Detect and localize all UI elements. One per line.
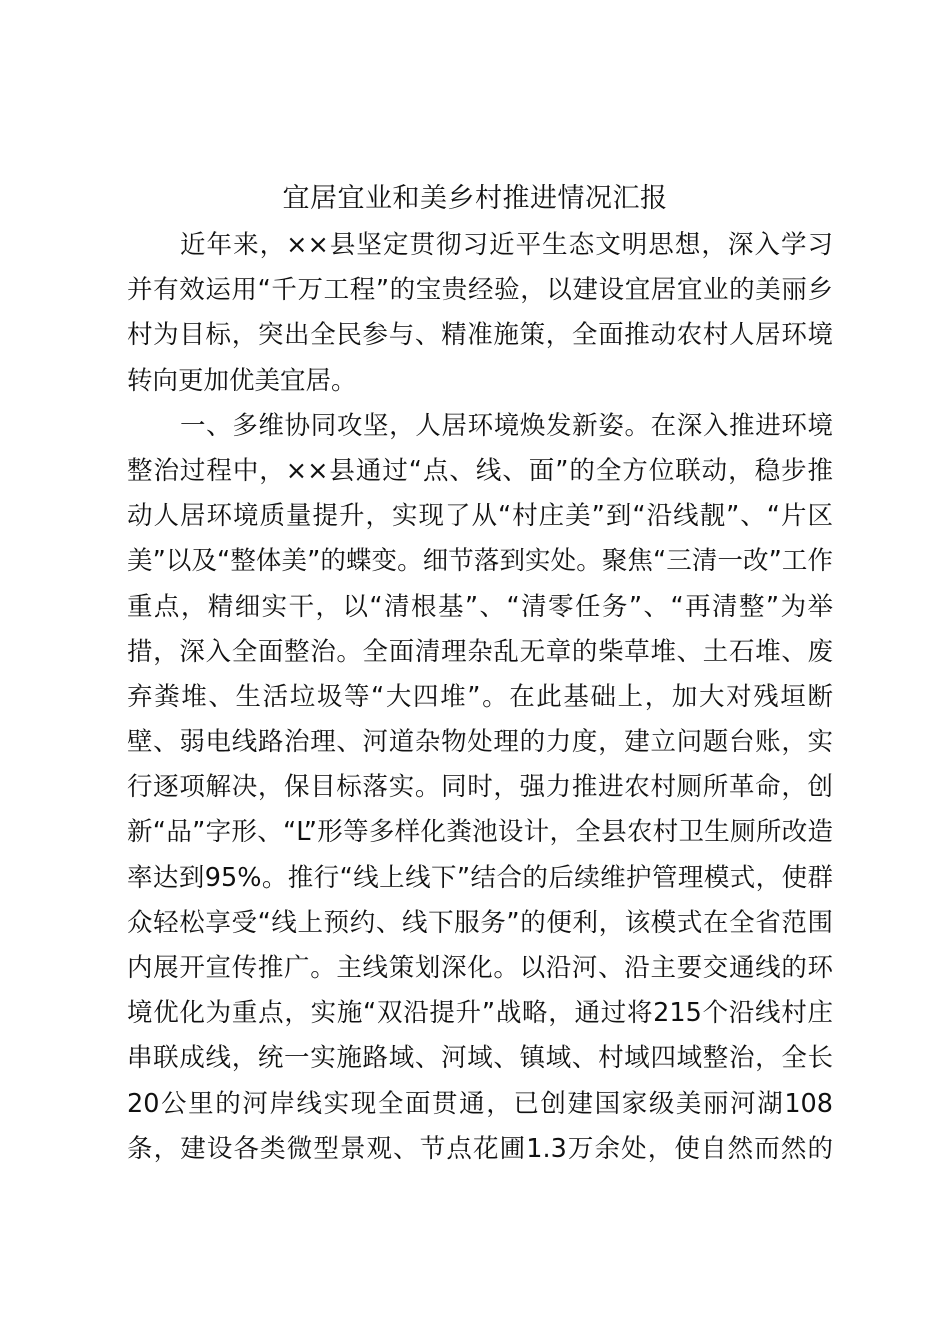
text-line: 行逐项解决，保目标落实。同时，强力推进农村厕所革命，创	[127, 772, 833, 803]
text-line: 众轻松享受“线上预约、线下服务”的便利，该模式在全省范围	[127, 907, 833, 938]
text-line: 措，深入全面整治。全面清理杂乱无章的柴草堆、土石堆、废	[127, 636, 833, 667]
text-line: 动人居环境质量提升，实现了从“村庄美”到“沿线靓”、“片区	[127, 501, 833, 532]
text-line: 重点，精细实干，以“清根基”、“清零任务”、“再清整”为举	[127, 591, 833, 622]
text-line: 率达到95%。推行“线上线下”结合的后续维护管理模式，使群	[127, 862, 833, 893]
text-line: 内展开宣传推广。主线策划深化。以沿河、沿主要交通线的环	[127, 953, 833, 983]
text-line: 近年来，××县坚定贯彻习近平生态文明思想，深入学习	[180, 230, 833, 260]
text-line: 串联成线，统一实施路域、河域、镇域、村域四域整治，全长	[127, 1043, 833, 1074]
text-line: 新“品”字形、“L”形等多样化粪池设计，全县农村卫生厕所改造	[127, 817, 833, 848]
text-line: 境优化为重点，实施“双沿提升”战略，通过将215个沿线村庄	[127, 998, 833, 1029]
text-line: 转向更加优美宜居。	[127, 365, 357, 396]
text-line: 条，建设各类微型景观、节点花圃1.3万余处，使自然而然的	[127, 1133, 833, 1164]
text-line: 整治过程中，××县通过“点、线、面”的全方位联动，稳步推	[127, 455, 833, 486]
text-line: 20公里的河岸线实现全面贯通，已创建国家级美丽河湖108	[127, 1088, 833, 1119]
text-line: 村为目标，突出全民参与、精准施策，全面推动农村人居环境	[127, 320, 833, 351]
text-line: 美”以及“整体美”的蝶变。细节落到实处。聚焦“三清一改”工作	[127, 546, 833, 577]
text-line: 弃粪堆、生活垃圾等“大四堆”。在此基础上，加大对残垣断	[127, 681, 833, 712]
text-line: 并有效运用“千万工程”的宝贵经验，以建设宜居宜业的美丽乡	[127, 275, 833, 306]
document-title: 宜居宜业和美乡村推进情况汇报	[282, 183, 668, 214]
text-line: 一、多维协同攻坚，人居环境焕发新姿。在深入推进环境	[180, 410, 833, 441]
text-line: 壁、弱电线路治理、河道杂物处理的力度，建立问题台账，实	[127, 727, 833, 758]
document-body	[127, 223, 833, 1172]
